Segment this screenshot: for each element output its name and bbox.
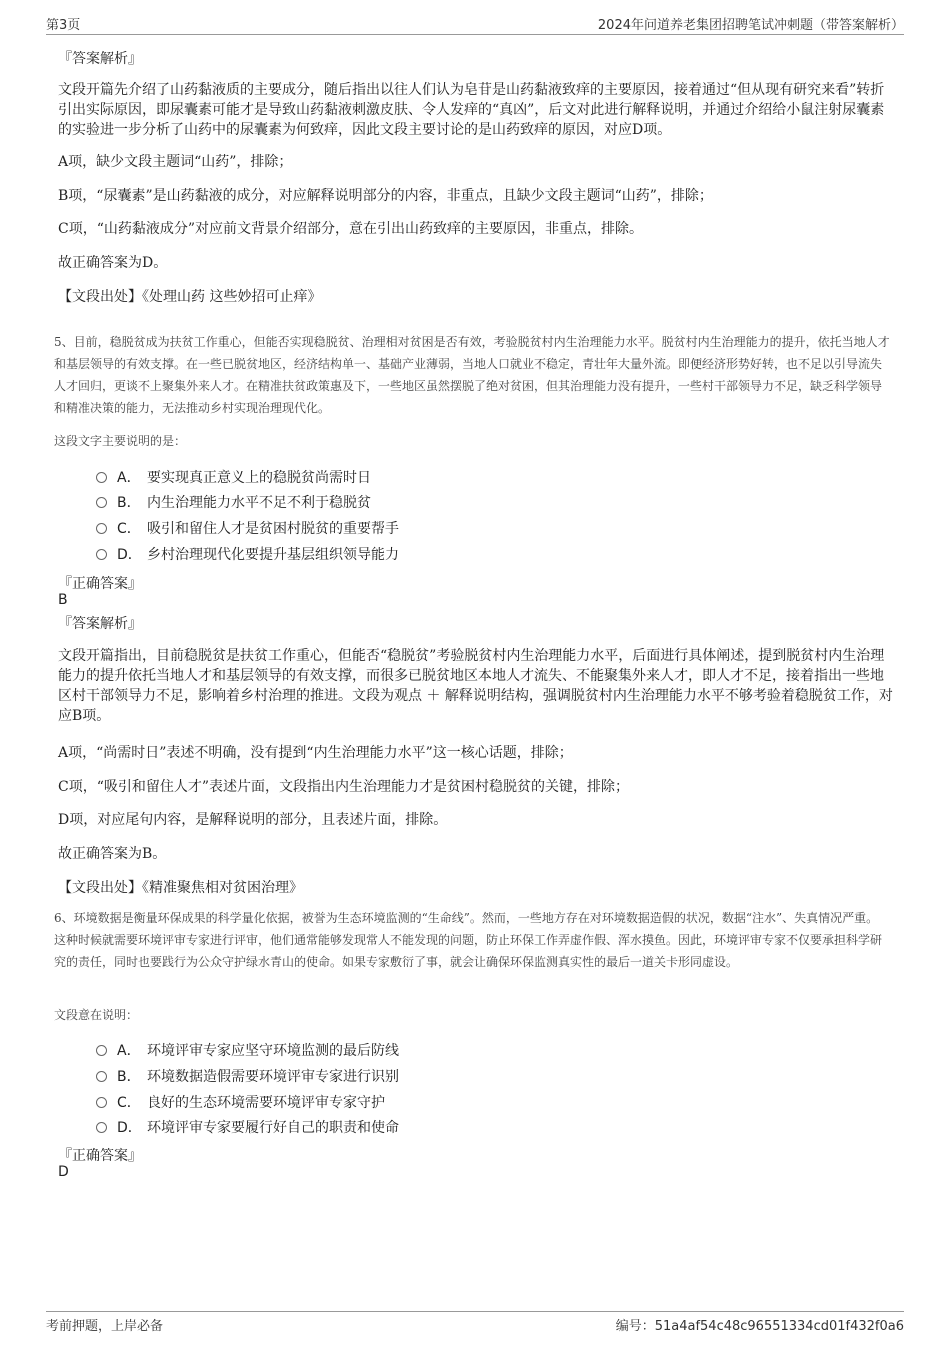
radio-icon[interactable] xyxy=(96,1071,107,1082)
option-text: 吸引和留住人才是贫困村脱贫的重要帮手 xyxy=(147,521,399,537)
q6-option-d[interactable] xyxy=(96,1117,399,1139)
document-code: 编号：51a4af54c48c96551334cd01f432f0a6 xyxy=(615,1319,904,1334)
prev-source: 【文段出处】《处理山药 这些妙招可止痒》 xyxy=(58,289,322,305)
question-6-prompt: 文段意在说明： xyxy=(54,1008,139,1022)
q5-option-a[interactable] xyxy=(96,467,371,489)
option-key: D． xyxy=(117,547,142,563)
q5-correct-answer: B xyxy=(58,592,68,608)
q6-option-a[interactable] xyxy=(96,1040,399,1062)
q6-correct-answer: D xyxy=(58,1164,69,1180)
q5-option-c[interactable] xyxy=(96,518,399,540)
option-key: A． xyxy=(117,1043,141,1059)
option-key: B． xyxy=(117,495,141,511)
q5-option-b[interactable] xyxy=(96,492,371,514)
option-text: 环境评审专家应坚守环境监测的最后防线 xyxy=(147,1043,399,1059)
prev-analysis-label: 『答案解析』 xyxy=(58,51,142,67)
option-text: 要实现真正意义上的稳脱贫尚需时日 xyxy=(147,470,371,486)
question-5-prompt: 这段文字主要说明的是： xyxy=(54,434,187,448)
question-6-text: 6、环境数据是衡量环保成果的科学量化依据，被誉为生态环境监测的“生命线”。然而，一些地方存在对环境数据造假的状况，数据“注水”、失真情况严重。这种时候就需要环境评审专家进行评审，他们通常能够发现常人不能发现的问题，防止环保工作弄虚作假、浑水摸鱼。因此，环境评审专家不仅要承担科学研究的责任，同时也要践行为公众守护绿水青山的使命。如果专家敷衍了事，就会让确保环保监测真实性的最后一道关卡形同虚设。 xyxy=(54,911,883,969)
radio-icon[interactable] xyxy=(96,1097,107,1108)
footer-slogan: 考前押题，上岸必备 xyxy=(46,1319,164,1334)
option-text: 环境数据造假需要环境评审专家进行识别 xyxy=(147,1069,399,1085)
option-key: C． xyxy=(117,521,141,537)
q5-analysis-label: 『答案解析』 xyxy=(58,616,142,632)
option-text: 良好的生态环境需要环境评审专家守护 xyxy=(147,1095,385,1111)
option-key: B． xyxy=(117,1069,141,1085)
option-text: 环境评审专家要履行好自己的职责和使命 xyxy=(147,1120,399,1136)
q5-item-d: D项，对应尾句内容，是解释说明的部分，且表述片面，排除。 xyxy=(58,812,448,828)
radio-icon[interactable] xyxy=(96,1122,107,1133)
q6-option-c[interactable] xyxy=(96,1092,385,1114)
q5-correct-label: 『正确答案』 xyxy=(58,576,142,592)
radio-icon[interactable] xyxy=(96,549,107,560)
q6-correct-label: 『正确答案』 xyxy=(58,1148,142,1164)
q6-option-b[interactable] xyxy=(96,1066,399,1088)
prev-item-b: B项，“尿囊素”是山药黏液的成分，对应解释说明部分的内容，非重点，且缺少文段主题词“山药”，排除； xyxy=(58,188,713,204)
document-title: 2024年问道养老集团招聘笔试冲刺题（带答案解析） xyxy=(597,18,904,33)
question-5-text: 5、目前，稳脱贫成为扶贫工作重心，但能否实现稳脱贫、治理相对贫困是否有效，考验脱贫村内生治理能力水平。脱贫村内生治理能力的提升，依托当地人才和基层领导的有效支撑。在一些已脱贫地区，经济结构单一、基础产业薄弱，当地人口就业不稳定，青壮年大量外流。即便经济形势好转，也不足以引导流失人才回归，更谈不上聚集外来人才。在精准扶贫政策惠及下，一些地区虽然摆脱了绝对贫困，但其治理能力没有提升，一些村干部领导力不足，缺乏科学领导和精准决策的能力，无法推动乡村实现治理现代化。 xyxy=(54,335,890,415)
page-header xyxy=(46,14,904,35)
q5-option-d[interactable] xyxy=(96,544,399,566)
radio-icon[interactable] xyxy=(96,497,107,508)
option-key: A． xyxy=(117,470,141,486)
option-key: D． xyxy=(117,1120,142,1136)
q5-item-c: C项，“吸引和留住人才”表述片面，文段指出内生治理能力才是贫困村稳脱贫的关键，排除； xyxy=(58,779,630,795)
q5-item-a: A项，“尚需时日”表述不明确，没有提到“内生治理能力水平”这一核心话题，排除； xyxy=(58,745,573,761)
prev-conclusion: 故正确答案为D。 xyxy=(58,255,168,271)
page-number: 第3页 xyxy=(46,18,81,33)
radio-icon[interactable] xyxy=(96,1045,107,1056)
option-key: C． xyxy=(117,1095,141,1111)
q5-analysis-text: 文段开篇指出，目前稳脱贫是扶贫工作重心，但能否“稳脱贫”考验脱贫村内生治理能力水平，后面进行具体阐述，提到脱贫村内生治理能力的提升依托当地人才和基层领导的有效支撑，而很多已脱贫地区本地人才流失、不能聚集外来人才，即人才不足，接着指出一些地区村干部领导力不足，影响着乡村治理的推进。文段为观点 ＋ 解释说明结构，强调脱贫村内生治理能力水平不够考验着稳脱贫工作，对应B项。 xyxy=(58,648,893,724)
option-text: 乡村治理现代化要提升基层组织领导能力 xyxy=(147,547,399,563)
radio-icon[interactable] xyxy=(96,523,107,534)
option-text: 内生治理能力水平不足不利于稳脱贫 xyxy=(147,495,371,511)
q5-source: 【文段出处】《精准聚焦相对贫困治理》 xyxy=(58,880,303,896)
prev-item-a: A项，缺少文段主题词“山药”，排除； xyxy=(58,154,293,170)
page-footer xyxy=(46,1311,904,1336)
plus-sign: ＋ xyxy=(426,688,441,704)
radio-icon[interactable] xyxy=(96,472,107,483)
prev-analysis-text: 文段开篇先介绍了山药黏液质的主要成分，随后指出以往人们认为皂苷是山药黏液致痒的主要原因，接着通过“但从现有研究来看”转折引出实际原因，即尿囊素可能才是导致山药黏液刺激皮肤、令人发痒的“真凶”，后文对此进行解释说明，并通过介绍给小鼠注射尿囊素的实验进一步分析了山药中的尿囊素为何致痒，因此文段主要讨论的是山药致痒的原因，对应D项。 xyxy=(58,82,885,138)
prev-item-c: C项，“山药黏液成分”对应前文背景介绍部分，意在引出山药致痒的主要原因，非重点，排除。 xyxy=(58,221,644,237)
q5-conclusion: 故正确答案为B。 xyxy=(58,846,167,862)
